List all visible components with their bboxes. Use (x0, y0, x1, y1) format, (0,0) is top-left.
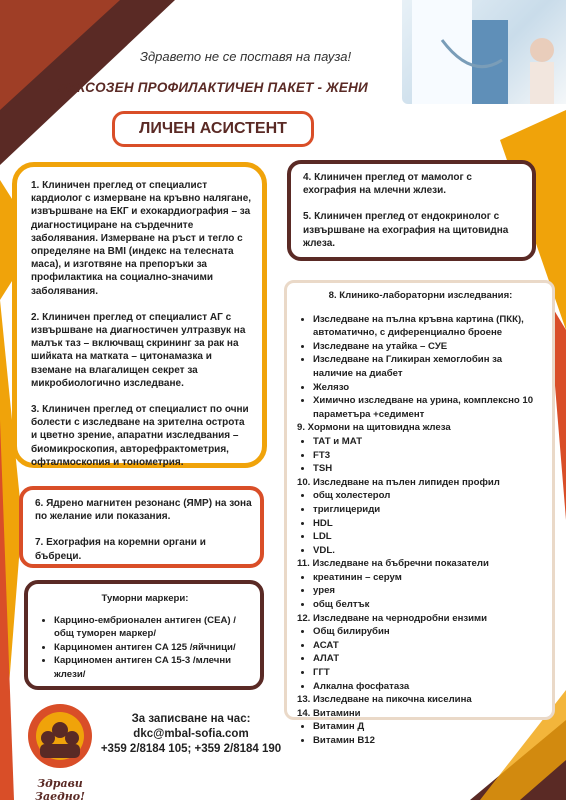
doctor-photo (402, 0, 566, 104)
hospital-logo (12, 698, 108, 803)
list-item: • общ белтък (313, 598, 544, 612)
section-12: 12. Изследване на чернодробни ензими (297, 612, 488, 624)
lab-list (297, 313, 544, 422)
list-item: • Химично изследване на урина, комплексно 10 параметъра +седимент (313, 394, 544, 421)
logo-slogan: Здрави Заедно! (35, 777, 85, 803)
list-item: • Изследване на пълна кръвна картина (ПКК), автоматично, с диференциално броене (313, 313, 544, 340)
exam-box-6-7 (19, 486, 264, 568)
personal-assistant-badge: ЛИЧЕН АСИСТЕНТ (112, 111, 314, 147)
list-item: • Карциномен антиген CA 15-3 /млечни жлези/ (54, 654, 252, 681)
section-13: 13. Изследване на пикочна киселина (297, 694, 472, 706)
list-item: • HDL (313, 517, 544, 531)
list-item: • АЛАТ (313, 652, 544, 666)
item-7: 7. Ехография на коремни органи и бъбреци. (35, 537, 206, 562)
list-item: • Алкална фосфатаза (313, 680, 544, 694)
list-item: • Желязо (313, 381, 544, 395)
list-item: • Изследване на Гликиран хемоглобин за наличие на диабет (313, 353, 544, 380)
list-item: • креатинин – серум (313, 571, 544, 585)
list-item: • TSH (313, 462, 544, 476)
section-14: 14. Витамини (297, 707, 361, 719)
item-5: 5. Клиничен преглед от ендокринолог с извършване на ехография на щитовидна жлеза. (303, 211, 509, 249)
list-item: • ГГТ (313, 666, 544, 680)
section-11: 11. Изследване на бъбречни показатели (297, 558, 489, 570)
section-10: 10. Изследване на пълен липиден профил (297, 476, 500, 488)
slogan: Здравето не се поставя на пауза! (140, 49, 352, 64)
section-9: 9. Хормони на щитовидна жлеза (297, 422, 451, 434)
list-item: • АСАТ (313, 639, 544, 653)
list-item: • Витамин В12 (313, 734, 544, 748)
page-title: ЛУКСОЗЕН ПРОФИЛАКТИЧЕН ПАКЕТ - ЖЕНИ (58, 80, 368, 95)
contact-block (100, 712, 282, 757)
contact-phones[interactable]: +359 2/8184 105; +359 2/8184 190 (100, 743, 282, 755)
tumor-markers-box (24, 580, 264, 690)
item-1: 1. Клиничен преглед от специалист кардиолог с измерване на кръвно налягане, извършване на ЕКГ и ехокардиография – за диагностициране на сърдечните заболявания. Измерване на ръст и тегло с определяне на BMI (индекс на телесната маса), и изготвяне на препоръки за профилактика на социално-значими заболявания. (31, 180, 252, 297)
item-6: 6. Ядрено магнитен резонанс (ЯМР) на зона по желание или показания. (35, 498, 252, 523)
list-item: • Витамин Д (313, 720, 544, 734)
tumor-title: Туморни маркери: (101, 593, 189, 604)
list-item: • урея (313, 584, 544, 598)
contact-email[interactable]: dkc@mbal-sofia.com (133, 728, 249, 740)
lab-tests-box (284, 280, 555, 746)
contact-label: За записване на час: (131, 713, 251, 725)
list-item: • VDL. (313, 544, 544, 558)
exam-box-4-5 (287, 160, 536, 261)
list-item: • Общ билирубин (313, 625, 544, 639)
item-3: 3. Клиничен преглед от специалист по очни болести с изследване на зрителна острота и цветно зрение, апаратни изследвания – биомикроскопия, авторефрактометрия, офталмоскопия и тонометрия. (31, 404, 249, 468)
list-item: • LDL (313, 530, 544, 544)
list-item: • Изследване на утайка – СУЕ (313, 340, 544, 354)
exam-box-1-3 (12, 162, 267, 468)
list-item: • ТАТ и МАТ (313, 435, 544, 449)
list-item: • общ холестерол (313, 489, 544, 503)
list-item: • Карцино-ембрионален антиген (CEA) /общ туморен маркер/ (54, 614, 252, 641)
item-4: 4. Клиничен преглед от мамолог с ехография на млечни жлези. (303, 172, 472, 197)
list-item: • FT3 (313, 449, 544, 463)
item-2: 2. Клиничен преглед от специалист АГ с извършване на диагностичен ултразвук на малък таз – включващ скрининг за рак на шийката на матката – цитонамазка и вземане на влагалищен секрет за микробиологично изследване. (31, 311, 246, 389)
list-item: • триглицериди (313, 503, 544, 517)
list-item: • Карциномен антиген CA 125 /яйчници/ (54, 641, 252, 655)
lab-title: 8. Клинико-лабораторни изследвания: (328, 290, 513, 301)
